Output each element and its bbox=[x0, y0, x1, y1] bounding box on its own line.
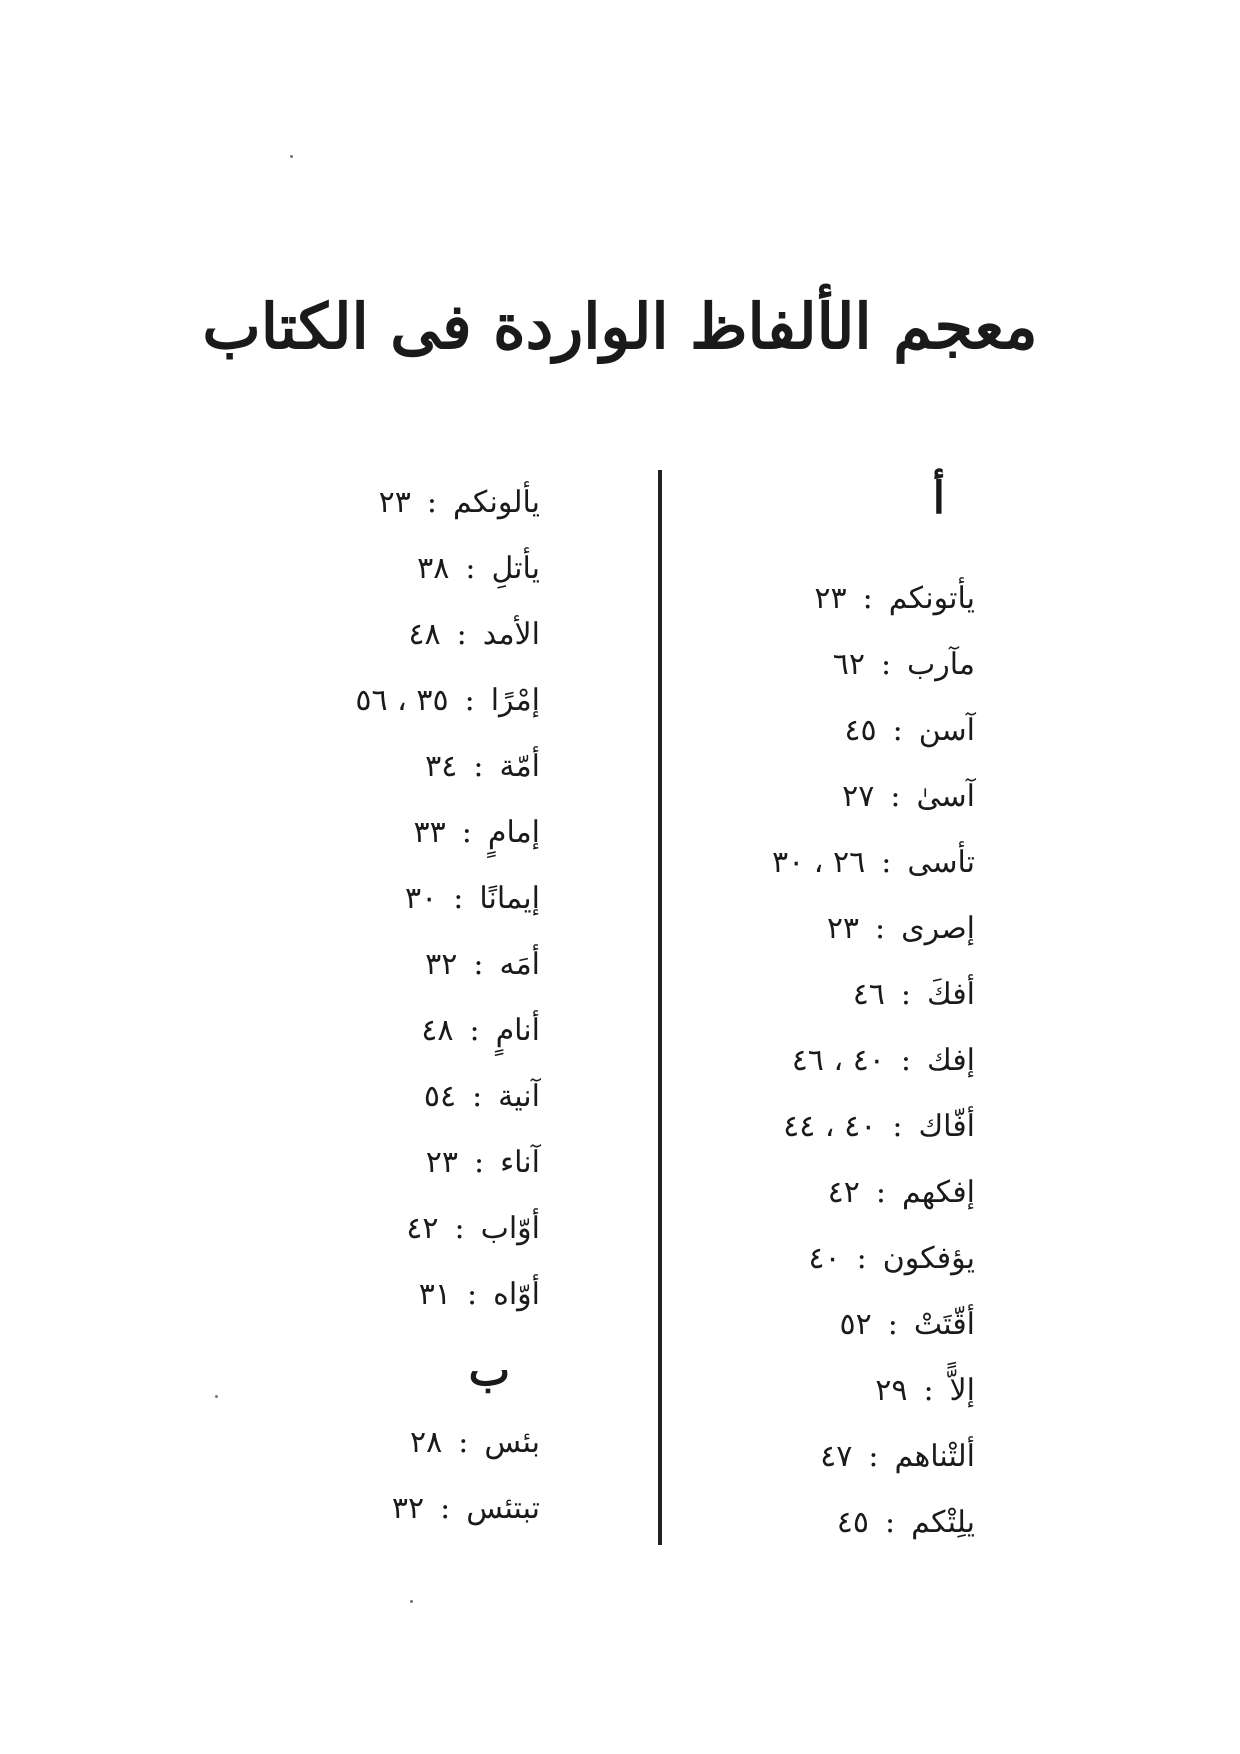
index-entry bbox=[675, 1028, 975, 1094]
entry-separator: : bbox=[473, 749, 484, 784]
entry-separator: : bbox=[469, 1013, 480, 1048]
entry-pages: ٥٢ bbox=[839, 1307, 872, 1342]
entry-word: آنية bbox=[498, 1079, 540, 1114]
entry-pages: ٤٢ bbox=[827, 1175, 860, 1210]
entry-separator: : bbox=[887, 1307, 898, 1342]
entry-list-alif bbox=[675, 566, 975, 1556]
entry-pages: ٢٧ bbox=[842, 779, 875, 814]
entry-separator: : bbox=[885, 1505, 896, 1540]
entry-word: إصرى bbox=[901, 911, 975, 946]
index-entry bbox=[240, 1196, 540, 1262]
entry-separator: : bbox=[900, 977, 912, 1012]
index-entry bbox=[240, 470, 540, 536]
index-entry bbox=[675, 1094, 975, 1160]
entry-separator: : bbox=[456, 617, 467, 652]
entry-separator: : bbox=[461, 815, 472, 850]
entry-pages: ٢٣ bbox=[378, 485, 411, 520]
index-entry bbox=[675, 764, 975, 830]
entry-word: أمَه bbox=[499, 947, 540, 982]
entry-word: إفك bbox=[927, 1043, 975, 1078]
entry-pages: ٤٦ bbox=[852, 977, 885, 1012]
index-entry bbox=[240, 1410, 540, 1476]
entry-pages: ٣٢ bbox=[391, 1491, 425, 1526]
entry-word: إلاًّ bbox=[949, 1373, 975, 1408]
entry-word: أمّة bbox=[499, 749, 540, 784]
index-entry bbox=[675, 632, 975, 698]
entry-word: مآرب bbox=[907, 647, 975, 682]
index-entry bbox=[240, 668, 540, 734]
entry-separator: : bbox=[467, 1277, 478, 1312]
entry-pages: ٣٤ bbox=[425, 749, 458, 784]
index-entry bbox=[240, 932, 540, 998]
entry-separator: : bbox=[453, 881, 464, 916]
entry-word: أوّاه bbox=[493, 1277, 540, 1312]
paper-speck bbox=[410, 1600, 413, 1603]
entry-word: تبتئس bbox=[466, 1491, 540, 1526]
index-entry bbox=[240, 1476, 540, 1542]
entry-pages: ٣٨ bbox=[417, 551, 450, 586]
entry-separator: : bbox=[875, 1175, 886, 1210]
entry-word: إيمانًا bbox=[479, 881, 540, 916]
entry-pages: ٥٤ bbox=[423, 1079, 457, 1114]
index-entry bbox=[240, 800, 540, 866]
entry-word: إمْرًا bbox=[490, 683, 540, 718]
entry-word: آناء bbox=[500, 1145, 540, 1180]
entry-pages: ٣٠ bbox=[404, 881, 438, 916]
index-entry bbox=[675, 896, 975, 962]
entry-word: أفكَ bbox=[927, 977, 975, 1012]
entry-separator: : bbox=[892, 1109, 903, 1144]
index-entry bbox=[240, 866, 540, 932]
entry-separator: : bbox=[472, 1079, 483, 1114]
letter-heading-ba: ب bbox=[468, 1345, 510, 1396]
index-entry bbox=[675, 962, 975, 1028]
entry-separator: : bbox=[923, 1373, 934, 1408]
entry-word: ألتْناهم bbox=[894, 1439, 975, 1474]
index-entry bbox=[675, 698, 975, 764]
index-entry bbox=[675, 1424, 975, 1490]
entry-word: يأتلِ bbox=[491, 551, 540, 586]
entry-pages: ٣٥ ، ٥٦ bbox=[355, 683, 449, 718]
index-entry bbox=[675, 1292, 975, 1358]
index-entry bbox=[675, 1358, 975, 1424]
entry-word: أوّاب bbox=[480, 1211, 540, 1246]
entry-word: أفّاك bbox=[918, 1109, 975, 1144]
entry-word: يلِتْكم bbox=[911, 1505, 975, 1540]
index-entry bbox=[675, 1226, 975, 1292]
entry-word: أقّتَتْ bbox=[913, 1307, 975, 1342]
index-entry bbox=[675, 566, 975, 632]
entry-word: بئس bbox=[484, 1425, 540, 1460]
entry-separator: : bbox=[465, 551, 476, 586]
index-entry bbox=[675, 1490, 975, 1556]
index-entry bbox=[675, 1160, 975, 1226]
entry-separator: : bbox=[868, 1439, 879, 1474]
entry-word: آسن bbox=[918, 713, 975, 748]
entry-pages: ٤٠ ، ٤٦ bbox=[791, 1043, 885, 1078]
entry-separator: : bbox=[892, 713, 903, 748]
entry-word: أنامٍ bbox=[495, 1013, 540, 1048]
paper-speck bbox=[290, 155, 293, 158]
index-entry bbox=[240, 1262, 540, 1328]
entry-separator: : bbox=[440, 1491, 451, 1526]
entry-separator: : bbox=[473, 947, 484, 982]
entry-pages: ٢٣ bbox=[826, 911, 860, 946]
entry-pages: ٤٨ bbox=[408, 617, 441, 652]
entry-separator: : bbox=[880, 647, 892, 682]
entry-word: إمامٍ bbox=[487, 815, 540, 850]
entry-separator: : bbox=[464, 683, 475, 718]
entry-separator: : bbox=[890, 779, 901, 814]
page-title: معجم الألفاظ الواردة فى الكتاب bbox=[202, 290, 1038, 363]
index-entry bbox=[240, 1064, 540, 1130]
entry-pages: ٤٠ bbox=[808, 1241, 841, 1276]
entry-pages: ٤٥ bbox=[836, 1505, 870, 1540]
letter-heading-alif: أ bbox=[932, 473, 945, 524]
entry-separator: : bbox=[900, 1043, 912, 1078]
entry-word: يألونكم bbox=[452, 485, 540, 520]
entry-word: الأمد bbox=[482, 617, 540, 652]
entry-word: يأتونكم bbox=[888, 581, 975, 616]
index-entry bbox=[240, 536, 540, 602]
entry-pages: ٣٣ bbox=[413, 815, 446, 850]
index-entry bbox=[240, 1130, 540, 1196]
index-entry bbox=[240, 734, 540, 800]
entry-list-ba bbox=[240, 1410, 540, 1542]
index-entry bbox=[675, 830, 975, 896]
entry-pages: ٢٨ bbox=[410, 1425, 443, 1460]
entry-list-alif-continued bbox=[240, 470, 540, 1328]
entry-pages: ٤٠ ، ٤٤ bbox=[783, 1109, 877, 1144]
entry-word: يؤفكون bbox=[882, 1241, 975, 1276]
entry-separator: : bbox=[862, 581, 873, 616]
entry-separator: : bbox=[454, 1211, 465, 1246]
entry-pages: ٢٩ bbox=[875, 1373, 908, 1408]
entry-pages: ٢٦ ، ٣٠ bbox=[772, 845, 866, 880]
entry-separator: : bbox=[426, 485, 437, 520]
index-column-right bbox=[675, 470, 975, 1556]
entry-separator: : bbox=[458, 1425, 469, 1460]
entry-pages: ٤٢ bbox=[406, 1211, 439, 1246]
entry-pages: ٣٢ bbox=[425, 947, 458, 982]
index-column-left bbox=[240, 470, 540, 1542]
entry-pages: ٣١ bbox=[418, 1277, 452, 1312]
entry-separator: : bbox=[881, 845, 892, 880]
entry-pages: ٢٣ bbox=[814, 581, 847, 616]
entry-separator: : bbox=[473, 1145, 485, 1180]
entry-pages: ٤٨ bbox=[421, 1013, 454, 1048]
entry-pages: ٦٢ bbox=[832, 647, 865, 682]
index-entry bbox=[240, 998, 540, 1064]
entry-separator: : bbox=[856, 1241, 867, 1276]
entry-pages: ٤٧ bbox=[820, 1439, 853, 1474]
entry-pages: ٤٥ bbox=[844, 713, 877, 748]
entry-word: إفكهم bbox=[901, 1175, 975, 1210]
entry-word: تأسى bbox=[907, 845, 975, 880]
entry-separator: : bbox=[875, 911, 886, 946]
entry-pages: ٢٣ bbox=[425, 1145, 458, 1180]
entry-word: آسىٰ bbox=[916, 779, 975, 814]
paper-speck bbox=[215, 1395, 218, 1398]
index-entry bbox=[240, 602, 540, 668]
column-divider bbox=[658, 470, 662, 1545]
